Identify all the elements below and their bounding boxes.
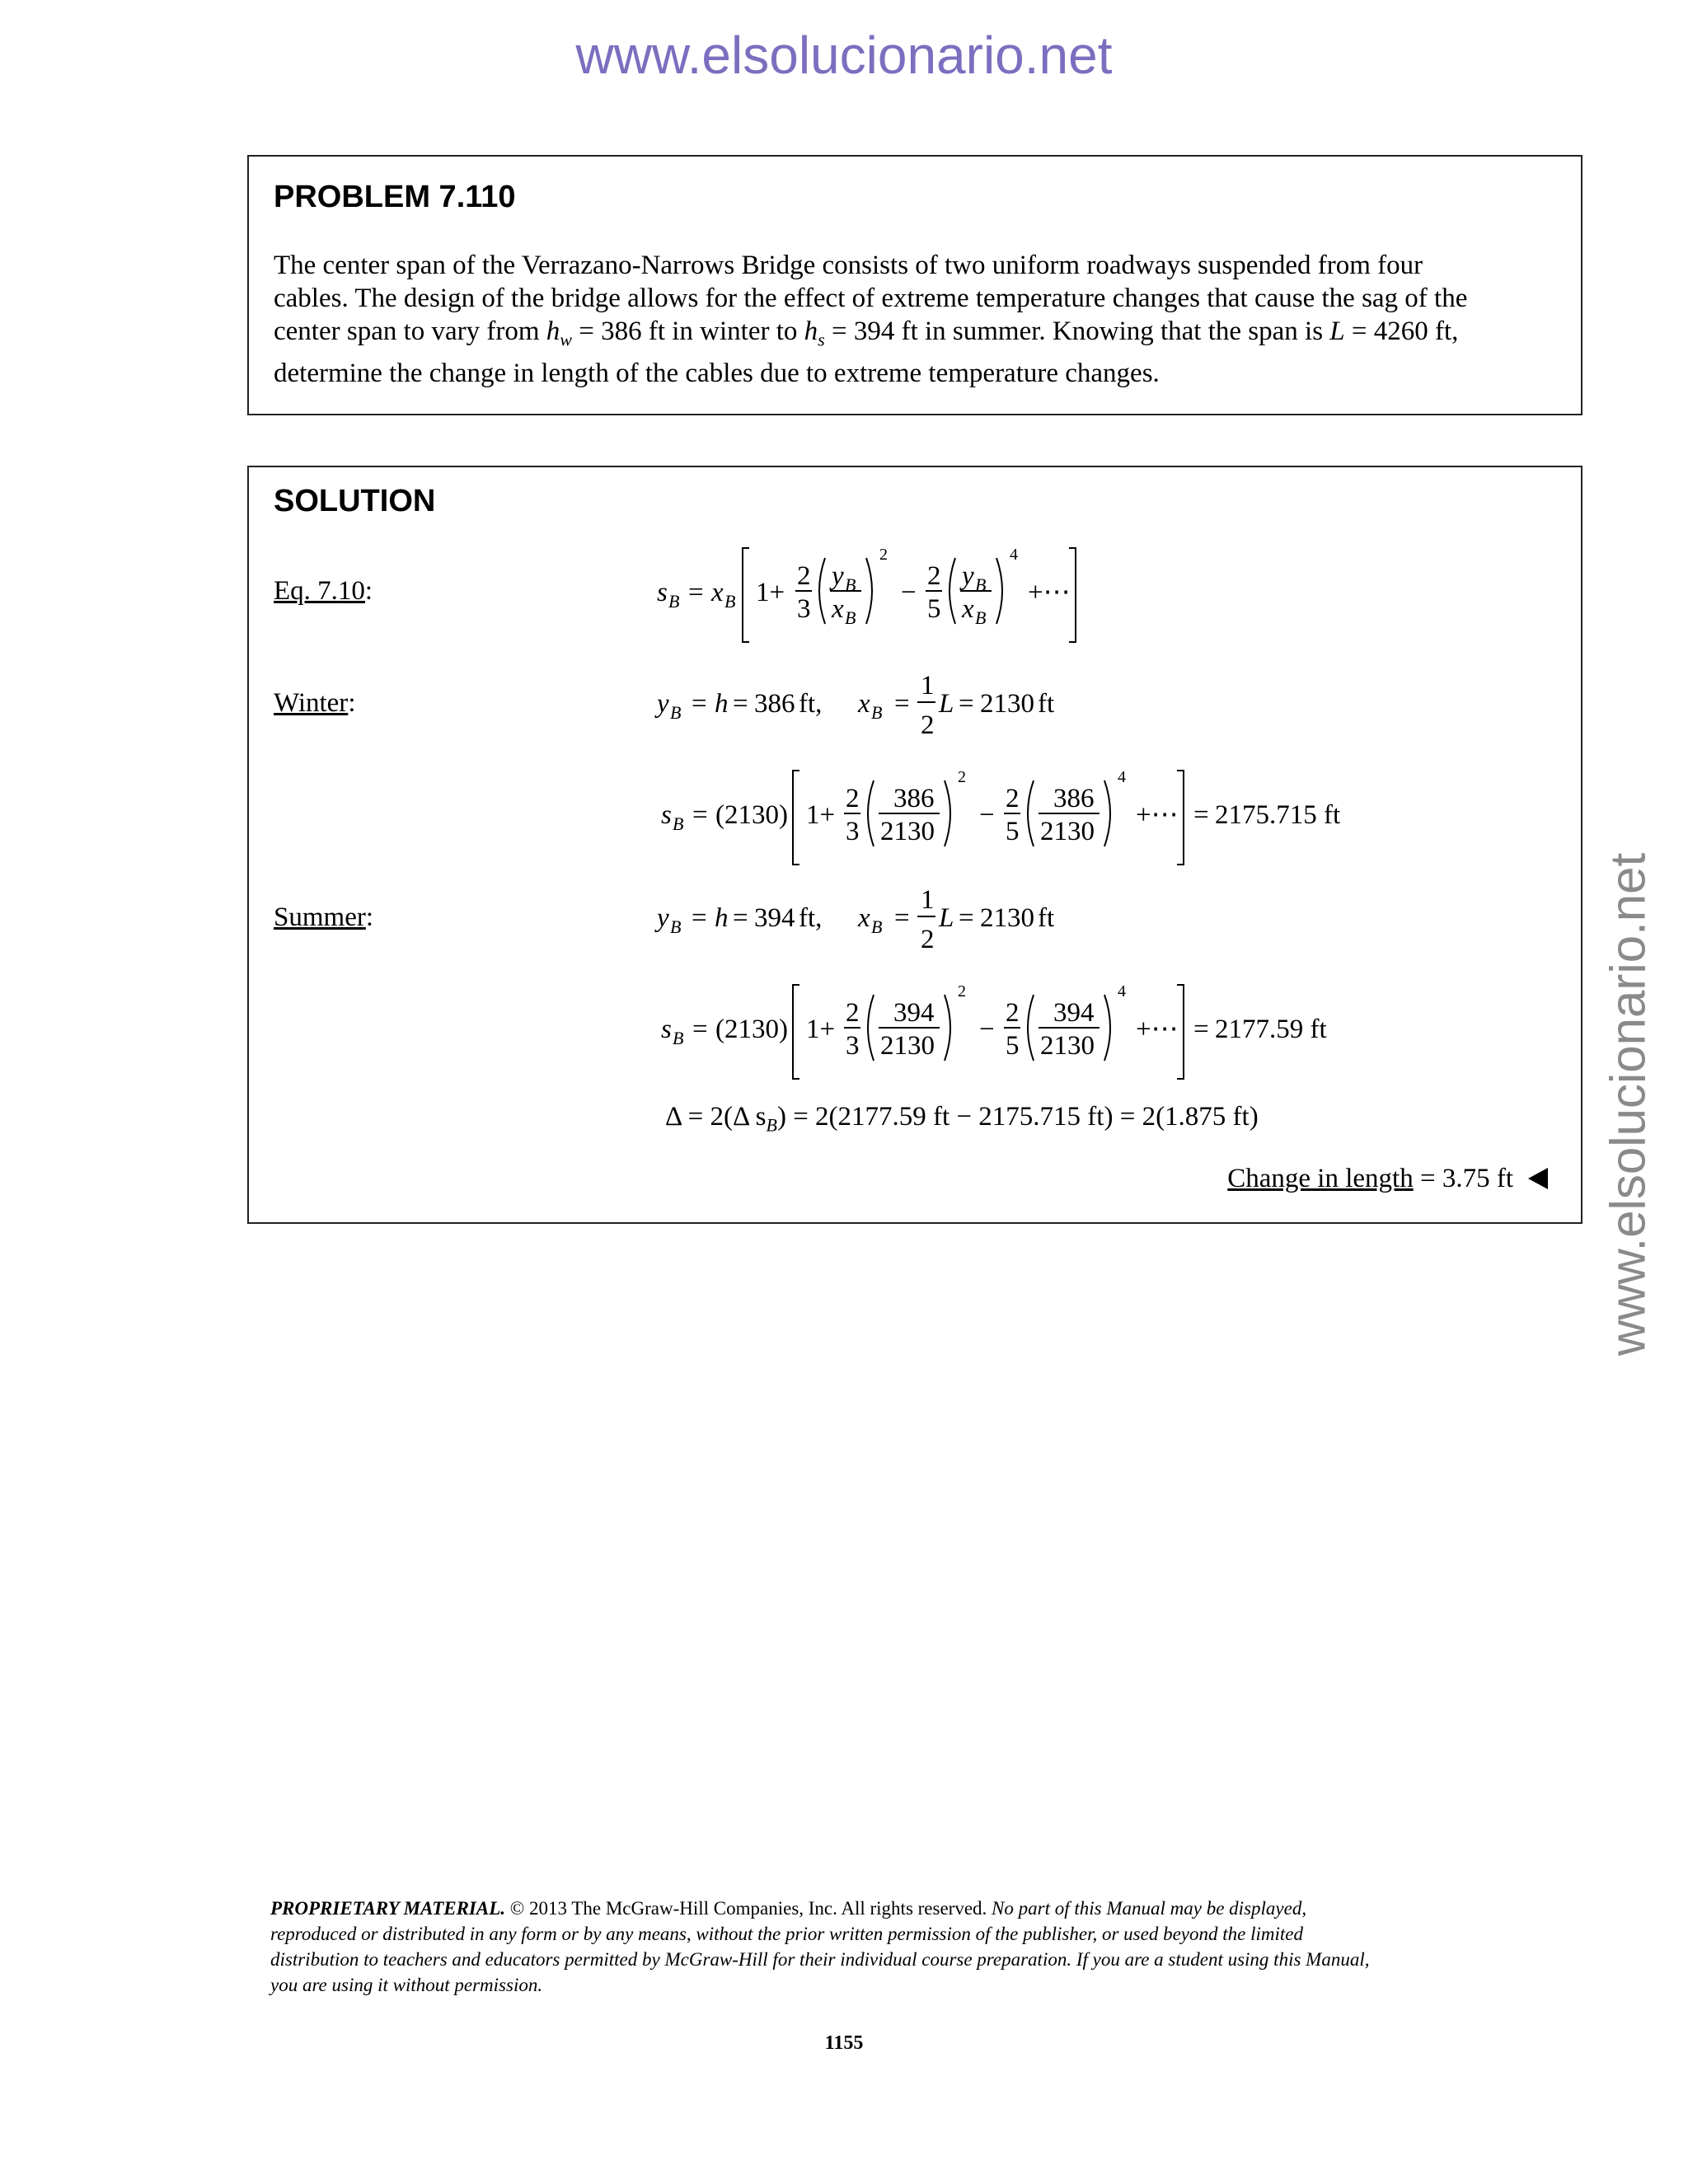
svg-text:x: x	[832, 594, 844, 624]
svg-text:y: y	[962, 561, 974, 591]
svg-text:=: =	[692, 903, 707, 933]
svg-text:1+: 1+	[806, 1015, 836, 1044]
svg-text:s: s	[661, 800, 672, 830]
svg-text:4: 4	[1118, 982, 1126, 1001]
winter-definitions	[657, 669, 1118, 760]
svg-text:ft,: ft,	[799, 903, 823, 933]
svg-text:s: s	[661, 1015, 672, 1044]
svg-text:B: B	[975, 607, 987, 628]
svg-text:2130: 2130	[1040, 817, 1095, 846]
svg-text:2: 2	[927, 561, 941, 591]
svg-text:=: =	[692, 1015, 708, 1044]
svg-text:2: 2	[958, 768, 966, 786]
svg-text:1: 1	[921, 885, 935, 915]
problem-statement	[274, 249, 1556, 390]
svg-text:1: 1	[921, 671, 935, 701]
svg-text:B: B	[673, 813, 684, 834]
svg-text:2130: 2130	[880, 817, 935, 846]
svg-text:=: =	[1193, 800, 1209, 830]
svg-text:2130: 2130	[724, 800, 779, 830]
svg-text:1+: 1+	[806, 800, 836, 830]
problem-line: The center span of the Verrazano-Narrows Bridge consists of two uniform roadways suspended from four	[274, 251, 1423, 280]
final-answer	[1227, 1164, 1548, 1194]
svg-text:4: 4	[1118, 768, 1126, 786]
svg-text:=: =	[733, 689, 748, 719]
svg-text:394: 394	[1053, 998, 1095, 1028]
svg-text:2: 2	[846, 784, 860, 813]
svg-text:(: (	[715, 1015, 724, 1044]
problem-title: PROBLEM 7.110	[274, 180, 516, 214]
equation-7-10	[657, 541, 1118, 649]
svg-text:2: 2	[958, 982, 966, 1001]
answer-label: Change in length	[1227, 1164, 1414, 1193]
svg-text:394: 394	[893, 998, 935, 1028]
svg-text:1+: 1+	[756, 578, 785, 607]
winter-label: Winter:	[274, 688, 356, 718]
svg-text:s: s	[657, 578, 668, 607]
delta-equation: Δ = 2(Δ $s_B) = 2(2177.59$ ft − 2175.715 ft) = 2(1.875 ft)	[665, 1102, 1259, 1136]
svg-text:−: −	[901, 578, 917, 607]
svg-text:=: =	[688, 578, 704, 607]
problem-line: determine the change in length of the cables due to extreme temperature changes.	[274, 358, 1160, 388]
svg-text:y: y	[832, 561, 844, 591]
svg-text:2: 2	[921, 925, 935, 954]
watermark-top: www.elsolucionario.net	[575, 26, 1113, 85]
svg-text:=: =	[894, 903, 910, 933]
svg-text:=: =	[959, 689, 974, 719]
svg-text:−: −	[979, 1015, 995, 1044]
svg-text:2: 2	[921, 710, 935, 740]
svg-text:5: 5	[1006, 817, 1020, 846]
copyright-footer: PROPRIETARY MATERIAL. © 2013 The McGraw-Hill Companies, Inc. All rights reserved. No part of this Manual may be displayed, reproduced or distributed in any form or by any means, without the prior written permission of the publisher, or used beyond the limited distribution to teachers and educators permitted by McGraw-Hill for their individual course preparation. If you are a student using this Manual, you are using it without permission.	[270, 1898, 1370, 1995]
winter-result: 2175.715 ft	[1215, 800, 1341, 830]
svg-text:2130: 2130	[1040, 1031, 1095, 1061]
problem-line: cables. The design of the bridge allows for the effect of extreme temperature changes that cause the sag of the	[274, 284, 1468, 313]
svg-text:2130: 2130	[724, 1015, 779, 1044]
svg-text:=: =	[894, 689, 910, 719]
svg-text:−: −	[979, 800, 995, 830]
summer-definitions	[657, 883, 1118, 974]
svg-text:2: 2	[879, 546, 888, 564]
svg-text:x: x	[962, 594, 974, 624]
svg-text:ft,: ft,	[799, 689, 823, 719]
svg-text:=: =	[692, 689, 707, 719]
svg-text:x: x	[711, 578, 724, 607]
svg-text:+⋯: +⋯	[1136, 800, 1179, 830]
svg-text:ft: ft	[1038, 689, 1055, 719]
svg-text:3: 3	[846, 1031, 860, 1061]
svg-text:2: 2	[1006, 998, 1020, 1028]
solution-box	[247, 466, 1582, 1224]
svg-text:386: 386	[893, 784, 935, 813]
summer-result: 2177.59 ft	[1215, 1015, 1327, 1044]
svg-text:2130: 2130	[880, 1031, 935, 1061]
summer-half-span: 2130	[980, 903, 1034, 933]
svg-text:5: 5	[1006, 1031, 1020, 1061]
svg-text:B: B	[871, 916, 883, 937]
svg-text:B: B	[975, 574, 987, 595]
winter-sag-value: 386	[754, 689, 795, 719]
problem-box	[247, 155, 1582, 415]
svg-text:B: B	[670, 916, 682, 937]
svg-text:B: B	[871, 702, 883, 723]
svg-text:5: 5	[927, 594, 941, 624]
svg-text:): )	[779, 800, 788, 830]
svg-text:2: 2	[1006, 784, 1020, 813]
svg-text:h: h	[715, 903, 729, 933]
svg-text:2: 2	[797, 561, 811, 591]
svg-text:x: x	[858, 903, 870, 933]
svg-text:386: 386	[1053, 784, 1095, 813]
svg-text:=: =	[1193, 1015, 1209, 1044]
page-number: 1155	[824, 2032, 864, 2054]
answer-value: = 3.75 ft	[1413, 1164, 1513, 1193]
svg-text:3: 3	[797, 594, 811, 624]
svg-text:3: 3	[846, 817, 860, 846]
eq-label: Eq. 7.10:	[274, 576, 373, 606]
svg-text:y: y	[657, 903, 669, 933]
svg-text:B: B	[668, 591, 680, 612]
problem-line: center span to vary from $h_w = 386$ ft in winter to $h_s = 394$ ft in summer. Knowing that the span is L = 4260 ft,	[274, 316, 1459, 350]
svg-text:+⋯: +⋯	[1028, 578, 1071, 607]
summer-label: Summer:	[274, 902, 373, 932]
svg-text:): )	[779, 1015, 788, 1044]
svg-text:=: =	[959, 903, 974, 933]
winter-sb-equation	[661, 764, 1353, 871]
summer-sag-value: 394	[754, 903, 795, 933]
svg-text:L: L	[939, 903, 954, 933]
summer-sb-equation	[661, 978, 1353, 1085]
svg-text:B: B	[845, 574, 856, 595]
svg-text:B: B	[673, 1028, 684, 1048]
svg-text:L: L	[939, 689, 954, 719]
svg-text:x: x	[858, 689, 870, 719]
svg-text:B: B	[670, 702, 682, 723]
svg-text:B: B	[724, 591, 736, 612]
svg-text:4: 4	[1010, 546, 1018, 564]
svg-text:y: y	[657, 689, 669, 719]
solution-title: SOLUTION	[274, 484, 436, 518]
svg-text:ft: ft	[1038, 903, 1055, 933]
svg-text:h: h	[715, 689, 729, 719]
answer-marker-icon	[1528, 1168, 1548, 1189]
svg-text:B: B	[845, 607, 856, 628]
svg-text:2: 2	[846, 998, 860, 1028]
svg-text:=: =	[692, 800, 708, 830]
svg-text:+⋯: +⋯	[1136, 1015, 1179, 1044]
svg-text:=: =	[733, 903, 748, 933]
svg-text:(: (	[715, 800, 724, 830]
winter-half-span: 2130	[980, 689, 1034, 719]
